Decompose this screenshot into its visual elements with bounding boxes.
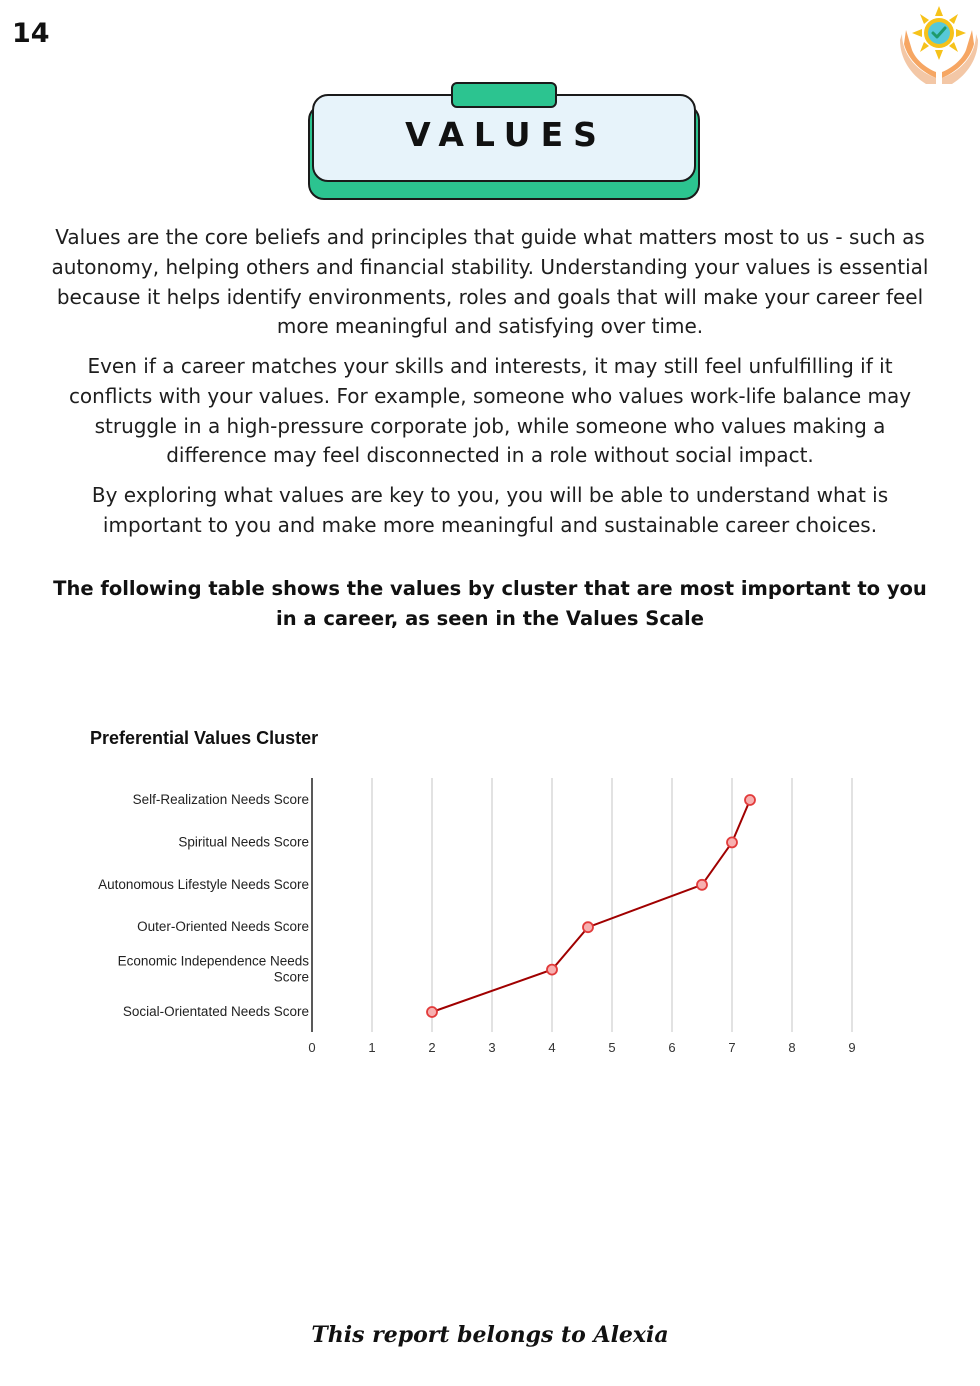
x-tick-label: 2 xyxy=(428,1040,436,1055)
y-category-label: Self-Realization Needs Score xyxy=(132,792,309,807)
x-tick-label: 5 xyxy=(608,1040,616,1055)
title-banner xyxy=(306,82,700,198)
x-tick-label: 6 xyxy=(668,1040,676,1055)
x-tick-label: 0 xyxy=(308,1040,316,1055)
x-tick-label: 7 xyxy=(728,1040,736,1055)
page-title: VALUES xyxy=(405,115,607,154)
x-tick-label: 9 xyxy=(848,1040,856,1055)
x-tick-label: 3 xyxy=(488,1040,496,1055)
data-point xyxy=(427,1007,437,1017)
values-chart xyxy=(0,760,980,1070)
x-tick-label: 4 xyxy=(548,1040,556,1055)
y-category-label: Autonomous Lifestyle Needs Score xyxy=(98,876,309,892)
data-point xyxy=(697,880,707,890)
data-point xyxy=(547,965,557,975)
x-tick-label: 8 xyxy=(788,1040,796,1055)
data-point xyxy=(745,795,755,805)
intro-paragraph-3: By exploring what values are key to you, you will be able to understand what is important to you and make more meaningful and sustainable career choices. xyxy=(91,483,889,537)
intro-paragraph-1: Values are the core beliefs and principles that guide what matters most to us - such as autonomy, helping others and financial stability. Understanding your values is essential because it helps identify environments, roles and goals that will make your career feel more meaningful and satisfying over time. xyxy=(51,225,929,339)
page-number: 14 xyxy=(12,18,50,49)
chart-title: Preferential Values Cluster xyxy=(90,728,319,748)
report-owner-footer: This report belongs to Alexia xyxy=(311,1322,669,1348)
intro-paragraph-2: Even if a career matches your skills and interests, it may still feel unfulfilling if it conflicts with your values. For example, someone who values work-life balance may struggle in a high-pressure corporate job, while someone who values making a difference may feel disconnected in a role without social impact. xyxy=(68,354,912,468)
chart-introduction: The following table shows the values by cluster that are most important to you in a career, as seen in the Values Scale xyxy=(53,577,927,630)
y-category-label: Economic Independence Needs Score xyxy=(117,953,309,985)
data-series-line xyxy=(432,800,750,1012)
y-category-label: Social-Orientated Needs Score xyxy=(122,1004,309,1019)
y-category-label: Spiritual Needs Score xyxy=(178,834,309,850)
hands-holding-checkmark-sun-icon xyxy=(896,4,980,86)
y-category-label: Outer-Oriented Needs Score xyxy=(137,919,309,935)
data-point xyxy=(727,837,737,847)
x-tick-label: 1 xyxy=(368,1040,376,1055)
title-banner-tab xyxy=(451,82,557,108)
data-point xyxy=(583,922,593,932)
